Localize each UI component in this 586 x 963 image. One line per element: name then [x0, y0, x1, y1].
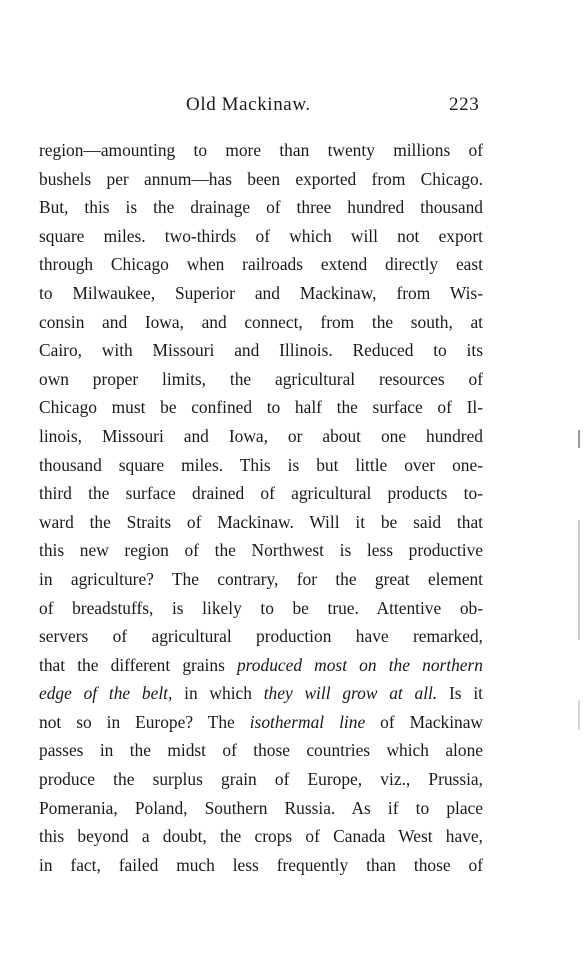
text-line [39, 794, 483, 823]
text-run: Cairo, with Missouri and Illinois. Reduced to its [39, 340, 483, 361]
text-run: in agriculture? The contrary, for the great element [39, 568, 483, 589]
text-line [39, 165, 483, 194]
text-run: that the different grains [39, 654, 237, 675]
text-line [39, 822, 483, 851]
text-run: third the surface drained of agricultural products to- [39, 483, 483, 504]
text-run: region—amounting to more than twenty millions of [39, 140, 483, 160]
text-run: in fact, failed much less frequently than those of [39, 854, 483, 875]
text-line [39, 765, 483, 794]
text-run: square miles. two-thirds of which will not export [39, 225, 483, 246]
body-text [39, 136, 483, 879]
italic-phrase: produced most on the northern [236, 654, 483, 675]
text-line [39, 594, 483, 623]
text-line [39, 679, 483, 708]
text-run: to Milwaukee, Superior and Mackinaw, from Wis- [39, 282, 483, 303]
text-run: of Mackinaw [365, 711, 483, 732]
text-run: in which [172, 683, 264, 704]
text-run: But, this is the drainage of three hundred thousand [39, 197, 483, 218]
text-run: thousand square miles. This is but little over one- [39, 454, 483, 475]
text-line [39, 279, 483, 308]
text-run: Is it [437, 683, 483, 704]
text-run: ward the Straits of Mackinaw. Will it be said that [39, 511, 483, 532]
running-title: Old Mackinaw. [186, 94, 311, 115]
text-line [39, 565, 483, 594]
text-run: of breadstuffs, is likely to be true. Attentive ob- [39, 597, 483, 618]
text-line [39, 708, 483, 737]
italic-phrase: edge of the belt, [39, 683, 173, 704]
text-run: through Chicago when railroads extend directly east [39, 254, 483, 275]
text-line [39, 193, 483, 222]
page-number: 223 [449, 94, 480, 115]
text-run: this beyond a doubt, the crops of Canada West have, [39, 826, 483, 847]
text-line [39, 851, 483, 880]
italic-phrase: they will grow at all. [263, 683, 438, 704]
text-line [39, 508, 483, 537]
text-run: bushels per annum—has been exported from Chicago. [39, 168, 483, 189]
text-run: not so in Europe? The [39, 711, 250, 732]
text-line [39, 651, 483, 680]
text-line [39, 479, 483, 508]
text-run: own proper limits, the agricultural resources of [39, 368, 483, 389]
text-line [39, 136, 483, 165]
text-run: this new region of the Northwest is less productive [39, 540, 483, 561]
text-run: produce the surplus grain of Europe, viz., Prussia, [39, 769, 483, 790]
text-line [39, 393, 483, 422]
text-line [39, 536, 483, 565]
text-run: Pomerania, Poland, Southern Russia. As if to place [39, 797, 483, 818]
text-line [39, 250, 483, 279]
page-edge-mark [578, 520, 580, 640]
text-run: linois, Missouri and Iowa, or about one hundred [39, 425, 483, 446]
text-line [39, 736, 483, 765]
text-run: Chicago must be confined to half the surface of Il- [39, 397, 483, 418]
text-run: servers of agricultural production have remarked, [39, 626, 483, 647]
page-edge-mark [578, 430, 580, 448]
text-line [39, 365, 483, 394]
text-line [39, 336, 483, 365]
text-line [39, 451, 483, 480]
text-line [39, 422, 483, 451]
italic-phrase: isothermal line [249, 711, 366, 732]
text-line [39, 308, 483, 337]
running-head [0, 94, 586, 124]
text-run: passes in the midst of those countries which alone [39, 740, 483, 761]
text-line [39, 222, 483, 251]
text-line [39, 622, 483, 651]
text-run: consin and Iowa, and connect, from the south, at [39, 311, 483, 332]
page-edge-mark [578, 700, 580, 730]
